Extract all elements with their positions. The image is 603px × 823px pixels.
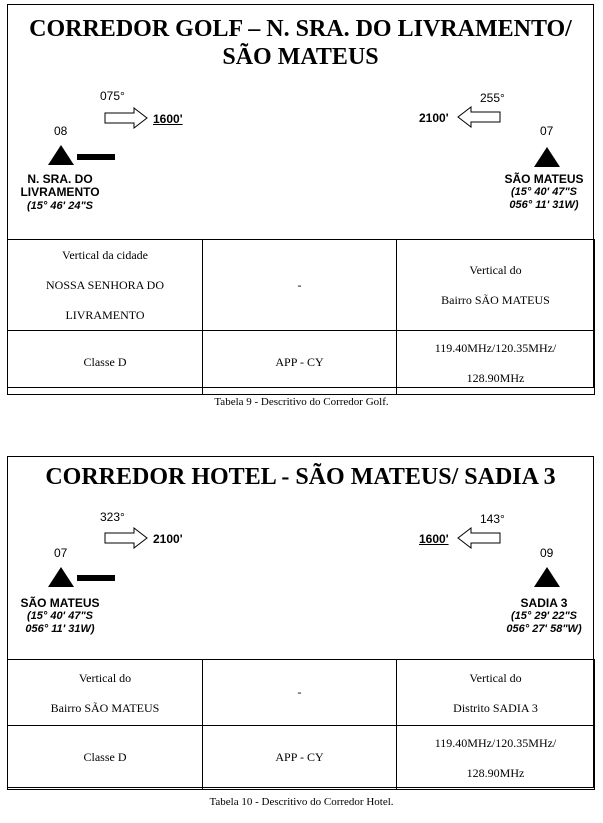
right-coordinates-line2: 056° 11' 31W) <box>509 199 579 211</box>
corridor-info-table <box>7 239 595 395</box>
right-coordinates-line1: (15° 40' 47"S <box>510 186 578 198</box>
arrow-left-icon <box>457 106 501 128</box>
cell-text: 128.90MHz <box>466 765 525 780</box>
arrow-left-icon <box>457 527 501 549</box>
left-altitude: 1600' <box>153 112 183 126</box>
left-airfield-triangle-icon <box>48 145 74 165</box>
table-cell-frequencies <box>397 726 595 790</box>
left-place-name-line2: LIVRAMENTO <box>20 185 100 199</box>
table-cell-origin <box>8 240 203 331</box>
table-cell-destination <box>397 240 595 331</box>
table-caption: Tabela 10 - Descritivo do Corredor Hotel. <box>209 796 394 808</box>
right-place-name-line1: SÃO MATEUS <box>504 172 584 186</box>
cell-text: Vertical do <box>469 263 522 277</box>
left-runway-number: 08 <box>54 124 68 138</box>
right-place-name-line1: SADIA 3 <box>520 596 568 610</box>
corridor-title-line1: CORREDOR GOLF – N. SRA. DO LIVRAMENTO/ <box>29 16 572 42</box>
corridor-hotel-panel <box>7 456 594 788</box>
cell-text: LIVRAMENTO <box>65 308 145 322</box>
right-altitude: 1600' <box>419 532 449 546</box>
arrow-right-icon <box>104 527 148 549</box>
left-heading: 075° <box>100 89 125 103</box>
cell-text: 119.40MHz/120.35MHz/ <box>434 735 557 750</box>
cell-text: Bairro SÃO MATEUS <box>441 293 550 307</box>
left-runway-number: 07 <box>54 546 68 560</box>
right-airfield-triangle-icon <box>534 567 560 587</box>
cell-text: Bairro SÃO MATEUS <box>50 700 160 715</box>
left-coordinates-line2: 056° 11' 31W) <box>25 623 95 635</box>
table-cell-control-unit: APP - CY <box>203 726 397 790</box>
right-airfield-triangle-icon <box>534 147 560 167</box>
left-runway-bar <box>77 575 115 581</box>
right-runway-number: 07 <box>540 124 554 138</box>
arrow-right-icon <box>104 107 148 129</box>
table-cell-middle: - <box>203 240 397 331</box>
table-cell-frequencies <box>397 331 595 395</box>
corridor-title-line1: CORREDOR HOTEL - SÃO MATEUS/ SADIA 3 <box>45 464 556 490</box>
cell-text: Distrito SADIA 3 <box>453 700 538 715</box>
left-airfield-triangle-icon <box>48 567 74 587</box>
left-coordinates-line1: (15° 40' 47"S <box>26 610 94 622</box>
cell-text: Vertical da cidade <box>62 248 148 262</box>
left-altitude: 2100' <box>153 532 183 546</box>
cell-text: Vertical do <box>469 670 522 685</box>
table-cell-destination <box>397 660 595 726</box>
left-runway-bar <box>77 154 115 160</box>
right-coordinates-line1: (15° 29' 22"S <box>510 610 578 622</box>
table-cell-middle: - <box>203 660 397 726</box>
table-cell-airspace-class: Classe D <box>8 726 203 790</box>
cell-text: Vertical do <box>78 670 132 685</box>
right-runway-number: 09 <box>540 546 554 560</box>
right-coordinates-line2: 056° 27' 58"W) <box>506 623 582 635</box>
right-heading: 255° <box>480 91 505 105</box>
table-cell-control-unit: APP - CY <box>203 331 397 395</box>
corridor-golf-panel <box>7 4 594 388</box>
cell-text: 119.40MHz/120.35MHz/ <box>434 340 557 355</box>
left-place-name-line1: N. SRA. DO <box>27 172 93 186</box>
right-altitude: 2100' <box>419 111 449 125</box>
corridor-title-line2: SÃO MATEUS <box>222 44 379 70</box>
table-caption: Tabela 9 - Descritivo do Corredor Golf. <box>214 396 389 408</box>
cell-text: NOSSA SENHORA DO <box>45 278 165 292</box>
corridor-info-table <box>7 659 595 790</box>
left-heading: 323° <box>100 510 125 524</box>
cell-text: 128.90MHz <box>466 370 525 385</box>
right-heading: 143° <box>480 512 505 526</box>
table-cell-origin <box>8 660 203 726</box>
left-place-name-line1: SÃO MATEUS <box>20 596 100 610</box>
table-cell-airspace-class: Classe D <box>8 331 203 395</box>
left-coordinates-line1: (15° 46' 24"S <box>26 200 94 212</box>
